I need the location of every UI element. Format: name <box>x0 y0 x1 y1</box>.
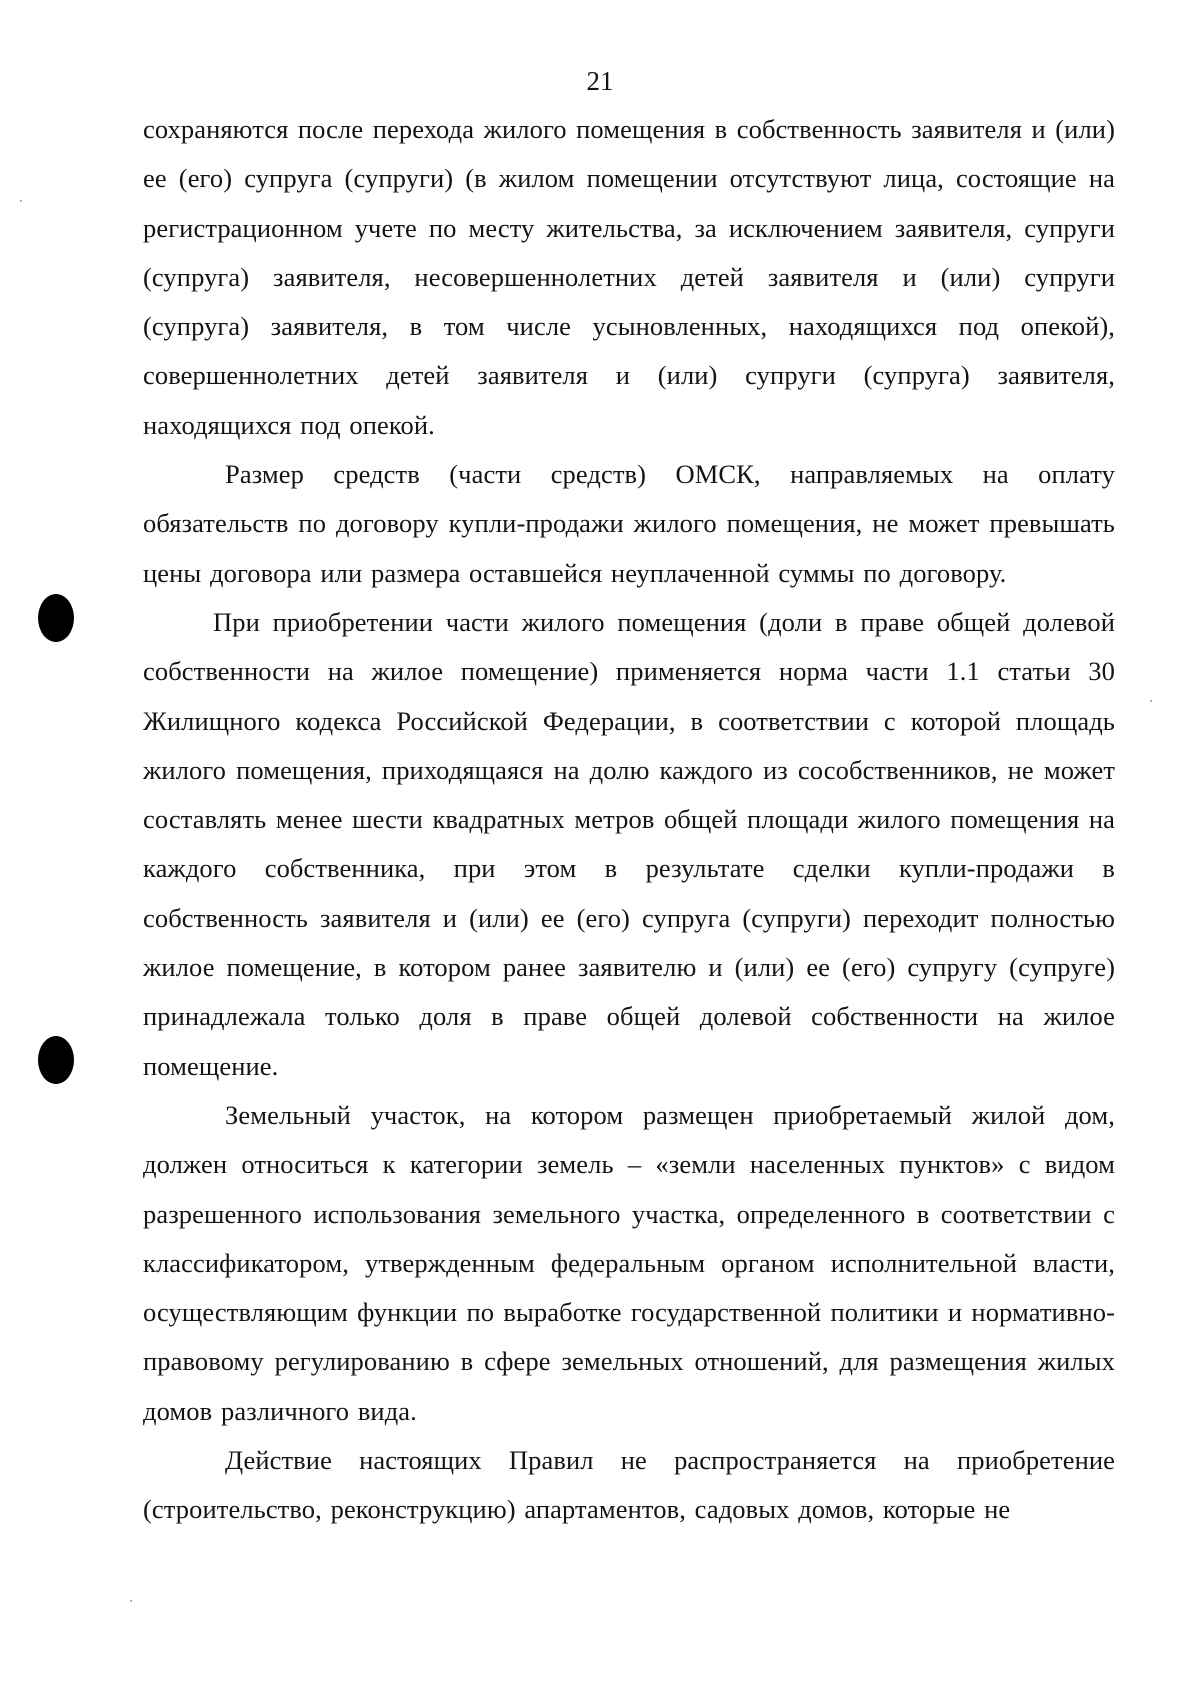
scan-speck <box>130 1600 132 1602</box>
paragraph-3: При приобретении части жилого помещения (доли в праве общей долевой собственности на жилое помещение) применяется норма части 1.1 статьи 30 Жилищного кодекса Российской Федерации, в соответствии с которой площадь жилого помещения, приходящаяся на долю каждого из сособственников, не может составлять менее шести квадратных метров общей площади жилого помещения на каждого собственника, при этом в результате сделки купли-продажи в собственность заявителя и (или) ее (его) супруга (супруги) переходит полностью жилое помещение, в котором ранее заявителю и (или) ее (его) супругу (супруге) принадлежала только доля в праве общей долевой собственности на жилое помещение. <box>143 606 1115 1081</box>
paragraph-5: Действие настоящих Правил не распространяется на приобретение (строительство, реконструкцию) апартаментов, садовых домов, которые не <box>143 1445 1115 1525</box>
document-body <box>143 105 1115 1535</box>
punch-hole-top <box>38 594 74 642</box>
page-number: 21 <box>586 66 614 96</box>
paragraph-4: Земельный участок, на котором размещен приобретаемый жилой дом, должен относиться к категории земель – «земли населенных пунктов» с видом разрешенного использования земельного участка, определенного в соответствии с классификатором, утвержденным федеральным органом исполнительной власти, осуществляющим функции по выработке государственной политики и нормативно-правовому регулированию в сфере земельных отношений, для размещения жилых домов различного вида. <box>143 1099 1115 1426</box>
scan-speck <box>1150 700 1152 702</box>
paragraph-1: сохраняются после перехода жилого помещения в собственность заявителя и (или) ее (его) супруга (супруги) (в жилом помещении отсутствуют лица, состоящие на регистрационном учете по месту жительства, за исключением заявителя, супруги (супруга) заявителя, несовершеннолетних детей заявителя и (или) супруги (супруга) заявителя, в том числе усыновленных, находящихся под опекой), совершеннолетних детей заявителя и (или) супруги (супруга) заявителя, находящихся под опекой. <box>143 114 1115 440</box>
scan-speck <box>20 200 22 202</box>
paragraph-2: Размер средств (части средств) ОМСК, направляемых на оплату обязательств по договору купли-продажи жилого помещения, не может превышать цены договора или размера оставшейся неуплаченной суммы по договору. <box>143 459 1115 588</box>
punch-hole-bottom <box>38 1036 74 1084</box>
